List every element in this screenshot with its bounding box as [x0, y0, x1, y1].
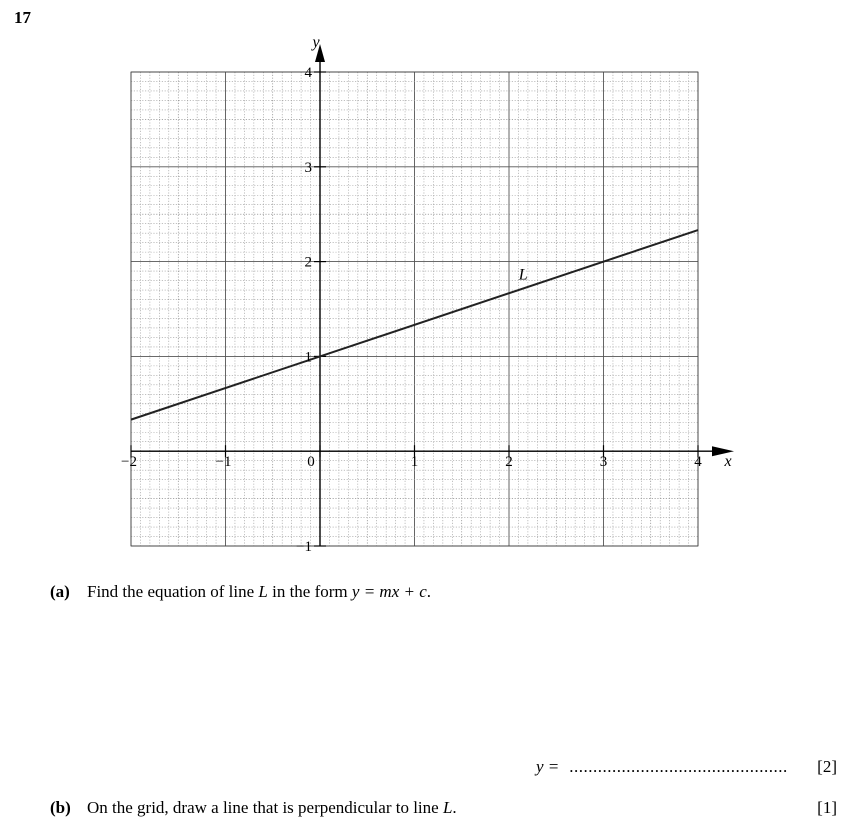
x-tick-label: 4: [694, 454, 702, 471]
x-tick-label: 0: [307, 454, 315, 471]
y-tick-label: 2: [304, 254, 312, 271]
y-axis-label: y: [312, 34, 320, 51]
part-b-marks: [1]: [817, 798, 837, 817]
part-b-question: [50, 798, 457, 818]
question-number: 17: [14, 8, 31, 27]
part-a-text-middle: in the form: [267, 582, 352, 601]
x-tick-label: −2: [121, 454, 137, 471]
part-a-label: (a): [50, 582, 70, 601]
x-axis-label: x: [724, 453, 732, 471]
part-a-question: [50, 582, 431, 602]
y-tick-label: −1: [296, 539, 312, 555]
grid: [131, 72, 698, 546]
part-a-equation: y = mx + c: [351, 582, 427, 601]
tick-labels: [121, 34, 732, 555]
part-a-text-after: .: [426, 582, 432, 601]
part-a-line-name: L: [258, 582, 268, 601]
answer-line[interactable]: [536, 757, 788, 777]
part-b-text-before: On the grid, draw a line that is perpendicular to line: [87, 798, 443, 817]
part-b-label: (b): [50, 798, 71, 817]
line-L-label: L: [518, 266, 528, 284]
x-tick-label: −1: [215, 454, 232, 471]
answer-dots[interactable]: ..............................................: [569, 757, 788, 776]
part-b-line-name: L: [442, 798, 453, 817]
x-tick-label: 3: [599, 454, 608, 471]
y-tick-label: 4: [304, 65, 312, 81]
part-a-marks: [2]: [817, 757, 837, 776]
x-tick-label: 1: [410, 454, 419, 471]
answer-prefix: y =: [536, 757, 560, 776]
y-tick-label: 1: [304, 349, 312, 366]
part-b-text-after: .: [452, 798, 457, 817]
part-a-text-before: Find the equation of line: [87, 582, 259, 601]
y-tick-label: 3: [304, 159, 312, 176]
x-tick-label: 2: [505, 454, 513, 471]
